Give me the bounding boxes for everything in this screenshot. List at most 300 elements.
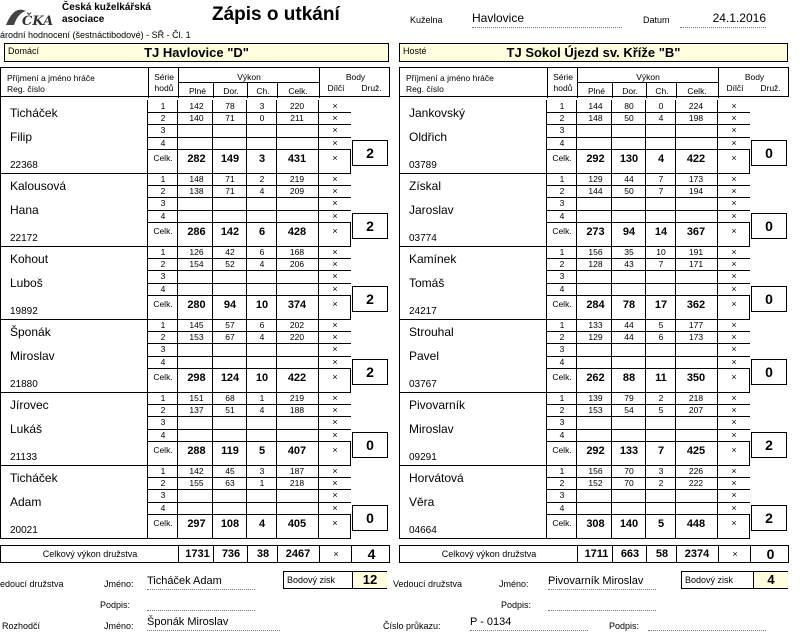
player-points: 0 [352, 505, 388, 531]
total-value: 362 [686, 298, 706, 311]
player-points: 2 [751, 432, 787, 458]
total-value: 4 [258, 517, 266, 530]
player-points: 2 [352, 213, 388, 239]
serie-number: 3 [559, 198, 565, 209]
x-mark: × [332, 344, 338, 355]
serie-number: 2 [160, 113, 166, 124]
ch-value: 7 [658, 259, 664, 270]
x-mark: × [731, 490, 737, 501]
name-header: Příjmení a jméno hráče [7, 73, 95, 83]
away-tag: Hosté [403, 46, 427, 56]
x-mark: × [332, 174, 338, 184]
dilci-header: Dílčí [726, 83, 744, 93]
celk-value: 194 [688, 186, 704, 197]
celk-label: Celk. [552, 225, 572, 236]
page-title: Zápis o utkání [212, 4, 340, 25]
serie-number: 4 [559, 210, 565, 221]
player-reg-number: 22368 [10, 160, 38, 171]
player-reg-number: 21133 [10, 452, 38, 463]
x-mark: × [332, 356, 338, 367]
venue-label: Kuželna [410, 15, 443, 25]
plne-value: 142 [189, 101, 204, 111]
ch-value: 4 [259, 186, 265, 197]
serie-number: 2 [160, 405, 166, 416]
serie-number: 3 [160, 125, 166, 136]
serie-number: 2 [160, 186, 166, 197]
away-team-bar [399, 43, 788, 62]
total-value: 94 [223, 298, 237, 311]
team-points: 0 [766, 546, 775, 562]
total-value: 284 [586, 298, 605, 311]
celk-label: Celk. [153, 371, 173, 382]
celk-value: 218 [289, 478, 305, 489]
x-mark: × [731, 186, 737, 197]
team-total-value: 2467 [285, 548, 311, 560]
plne-value: 145 [189, 320, 204, 330]
ch-value: 2 [259, 174, 265, 184]
plne-value: 153 [588, 405, 603, 416]
x-mark: × [332, 113, 338, 124]
total-value: 10 [255, 298, 269, 311]
ch-value: 3 [259, 466, 265, 476]
dor-value: 44 [624, 174, 634, 184]
celk-label: Celk. [552, 152, 572, 163]
serie-number: 4 [160, 283, 166, 294]
total-value: 431 [287, 152, 307, 165]
ch-value: 1 [259, 393, 265, 403]
plne-value: 138 [189, 186, 204, 197]
home-points-gain: Bodový zisk 12 [283, 571, 387, 589]
total-value: 428 [287, 225, 307, 238]
player-firstname: Luboš [10, 276, 43, 290]
home-points-gain-value: 12 [352, 572, 387, 588]
serie-number: 2 [559, 405, 565, 416]
dor-value: 44 [624, 332, 634, 343]
ch-value: 5 [658, 320, 664, 330]
x-mark: × [731, 320, 737, 330]
celk-value: 173 [688, 174, 704, 184]
total-value: 133 [619, 444, 639, 457]
player-reg-number: 03789 [409, 160, 437, 171]
serie-number: 2 [559, 113, 565, 124]
total-value: 124 [220, 371, 240, 384]
referee-name-label: Jméno: [104, 621, 134, 631]
player-points: 2 [352, 140, 388, 166]
celk-label: Celk. [153, 298, 173, 309]
total-value: 108 [220, 517, 240, 530]
ch-value: 10 [656, 247, 666, 257]
x-mark: × [731, 444, 737, 455]
home-panel [0, 67, 390, 562]
dor-value: 70 [624, 478, 634, 489]
serie-header: Série [154, 72, 174, 82]
serie-number: 3 [160, 490, 166, 501]
celk-label: Celk. [153, 225, 173, 236]
ch-value: 6 [658, 332, 664, 343]
ch-value: 6 [259, 247, 265, 257]
ch-value: 6 [259, 320, 265, 330]
x-mark: × [731, 371, 737, 382]
dor-value: 45 [225, 466, 235, 476]
dor-value: 52 [225, 259, 235, 270]
player-firstname: Věra [409, 495, 435, 509]
x-mark: × [731, 393, 737, 403]
ch-value: 0 [259, 113, 265, 124]
ch-value: 4 [259, 405, 265, 416]
total-value: 5 [657, 517, 665, 530]
player-points: 2 [352, 359, 388, 385]
player-firstname: Miroslav [409, 422, 454, 436]
away-leader-name: Pivovarník Miroslav [548, 575, 656, 590]
date-label: Datum [643, 15, 670, 25]
team-total-row [0, 545, 390, 563]
celk-value: 202 [289, 320, 305, 330]
serie-number: 2 [160, 259, 166, 270]
serie-number: 4 [160, 502, 166, 513]
home-team-bar [4, 43, 389, 62]
serie-number: 2 [559, 259, 565, 270]
x-mark: × [332, 320, 338, 330]
plne-value: 144 [588, 101, 603, 111]
celk-value: 219 [289, 174, 305, 184]
x-mark: × [332, 225, 338, 236]
x-mark: × [332, 247, 338, 257]
serie-number: 4 [559, 137, 565, 148]
x-mark: × [731, 405, 737, 416]
x-mark: × [731, 101, 737, 111]
player-firstname: Jaroslav [409, 203, 454, 217]
serie-number: 3 [559, 490, 565, 501]
serie-number: 1 [559, 466, 565, 476]
celk-value: 219 [289, 393, 305, 403]
away-panel [399, 67, 789, 562]
total-value: 140 [619, 517, 639, 530]
player-surname: Ticháček [10, 106, 58, 120]
player-firstname: Miroslav [10, 349, 55, 363]
referee-label: Rozhodčí [2, 621, 41, 631]
celk-value: 220 [289, 332, 305, 343]
away-signature-line [548, 596, 656, 611]
total-value: 308 [586, 517, 605, 530]
celk-value: 168 [289, 247, 305, 257]
total-value: 282 [187, 152, 206, 165]
plne-value: 148 [189, 174, 204, 184]
x-mark: × [332, 478, 338, 489]
player-reg-number: 03767 [409, 379, 437, 390]
venue-value: Havlovice [472, 11, 622, 28]
away-sign-label: Podpis: [501, 600, 532, 610]
x-mark: × [332, 517, 338, 528]
druz-header: Druž. [760, 83, 781, 93]
vykon-header: Výkon [237, 72, 261, 82]
x-mark: × [731, 113, 737, 124]
serie-number: 4 [160, 137, 166, 148]
x-mark: × [332, 271, 338, 282]
ch-value: 4 [658, 113, 664, 124]
x-mark: × [332, 393, 338, 403]
ch-value: 4 [259, 332, 265, 343]
plne-value: 128 [588, 259, 603, 270]
x-mark: × [332, 371, 338, 382]
referee-signature-line [648, 616, 766, 631]
x-mark: × [731, 417, 737, 428]
plne-value: 126 [189, 247, 204, 257]
plne-value: 156 [588, 466, 603, 476]
serie-number: 1 [160, 320, 166, 330]
plne-value: 156 [588, 247, 603, 257]
serie-number: 2 [559, 332, 565, 343]
team-total-label: Celkový výkon družstva [441, 549, 537, 559]
away-team-name: TJ Sokol Újezd sv. Kříže "B" [506, 45, 681, 60]
x-mark: × [332, 429, 338, 440]
player-points: 0 [751, 359, 787, 385]
x-mark: × [332, 298, 338, 309]
cka-logo [4, 3, 58, 29]
x-mark: × [332, 210, 338, 221]
celk-value: 206 [289, 259, 305, 270]
serie-number: 1 [160, 466, 166, 476]
ch-value: 3 [658, 466, 664, 476]
celk-value: 226 [688, 466, 704, 476]
card-label: Číslo průkazu: [383, 621, 441, 631]
plne-value: 151 [189, 393, 204, 403]
serie-number: 1 [559, 101, 565, 111]
total-value: 374 [287, 298, 307, 311]
dor-value: 68 [225, 393, 235, 403]
team-total-row [399, 545, 789, 563]
home-leader-name: Ticháček Adam [147, 575, 255, 590]
dilci-header: Dílčí [327, 83, 345, 93]
home-sign-label: Podpis: [100, 600, 131, 610]
x-mark: × [332, 332, 338, 343]
serie-number: 4 [160, 429, 166, 440]
player-surname: Získal [409, 179, 442, 193]
player-surname: Horvátová [409, 471, 464, 485]
serie-number: 1 [559, 393, 565, 403]
total-value: 149 [220, 152, 240, 165]
celk-value: 222 [688, 478, 704, 489]
player-surname: Kohout [10, 252, 49, 266]
dor-value: 43 [624, 259, 634, 270]
player-surname: Strouhal [409, 325, 454, 339]
x-mark: × [332, 502, 338, 513]
x-mark: × [731, 478, 737, 489]
dor-value: 50 [624, 186, 634, 197]
player-firstname: Tomáš [409, 276, 445, 290]
player-surname: Ticháček [10, 471, 58, 485]
ch-value: 4 [259, 259, 265, 270]
celk-value: 211 [290, 113, 304, 124]
ch-header: Ch. [655, 86, 669, 96]
x-mark: × [731, 356, 737, 367]
x-mark: × [731, 517, 737, 528]
ch-value: 1 [259, 478, 265, 489]
home-leader-name-label: Jméno: [104, 579, 134, 589]
total-value: 14 [654, 225, 668, 238]
total-value: 78 [622, 298, 636, 311]
column-header [399, 67, 789, 97]
serie-number: 2 [160, 478, 166, 489]
date-value: 24.1.2016 [680, 11, 766, 28]
away-leader-label: Vedoucí družstva [393, 579, 463, 589]
serie-number: 3 [160, 271, 166, 282]
reg-header: Reg. číslo [406, 84, 444, 94]
x-mark: × [333, 549, 339, 559]
card-number: P - 0134 [470, 616, 588, 631]
total-value: 142 [220, 225, 240, 238]
x-mark: × [731, 152, 737, 163]
celk-label: Celk. [153, 517, 173, 528]
home-leader-label: edoucí družstva [0, 579, 64, 589]
player-reg-number: 20021 [10, 525, 38, 536]
x-mark: × [332, 466, 338, 476]
ch-value: 3 [259, 101, 265, 111]
serie-number: 3 [559, 417, 565, 428]
serie-number: 1 [160, 174, 166, 184]
serie-number: 1 [160, 247, 166, 257]
x-mark: × [332, 405, 338, 416]
ch-value: 7 [658, 186, 664, 197]
player-firstname: Oldřich [409, 130, 448, 144]
serie-number: 4 [160, 210, 166, 221]
serie-number: 4 [559, 502, 565, 513]
player-surname: Kalousová [10, 179, 67, 193]
plne-value: 129 [588, 174, 603, 184]
dor-value: 35 [624, 247, 634, 257]
celk-value: 220 [289, 101, 305, 111]
plne-value: 154 [189, 259, 204, 270]
player-firstname: Adam [10, 495, 42, 509]
plne-value: 144 [588, 186, 603, 197]
x-mark: × [332, 417, 338, 428]
total-value: 5 [258, 444, 266, 457]
x-mark: × [731, 466, 737, 476]
team-total-value: 2374 [684, 548, 710, 560]
dor-value: 71 [225, 174, 235, 184]
x-mark: × [332, 490, 338, 501]
serie-number: 4 [559, 356, 565, 367]
celk-label: Celk. [153, 444, 173, 455]
player-surname: Jankovský [409, 106, 466, 120]
total-value: 350 [686, 371, 706, 384]
serie-number: 3 [559, 344, 565, 355]
away-leader-name-label: Jméno: [499, 579, 529, 589]
player-reg-number: 09291 [409, 452, 437, 463]
player-points: 0 [751, 286, 787, 312]
team-total-value: 58 [655, 548, 669, 560]
dor-value: 50 [624, 113, 634, 124]
serie-number: 4 [559, 283, 565, 294]
total-value: 448 [686, 517, 706, 530]
team-total-value: 736 [221, 548, 241, 560]
name-header: Příjmení a jméno hráče [406, 73, 494, 83]
dor-value: 70 [624, 466, 634, 476]
referee-sign-label: Podpis: [609, 621, 640, 631]
ch-value: 2 [658, 478, 664, 489]
total-value: 94 [622, 225, 636, 238]
celk-value: 207 [688, 405, 704, 416]
player-reg-number: 21880 [10, 379, 38, 390]
x-mark: × [731, 125, 737, 136]
dor-header: Dor. [622, 86, 638, 96]
x-mark: × [731, 298, 737, 309]
celk-label: Celk. [552, 371, 572, 382]
plne-value: 139 [588, 393, 603, 403]
player-points: 0 [751, 140, 787, 166]
dor-value: 78 [225, 101, 235, 111]
celk-label: Celk. [552, 517, 572, 528]
plne-value: 140 [189, 113, 204, 124]
total-value: 10 [255, 371, 269, 384]
druz-header: Druž. [361, 83, 382, 93]
x-mark: × [731, 502, 737, 513]
serie-number: 1 [559, 247, 565, 257]
plne-header: Plné [587, 86, 605, 96]
serie-number: 3 [559, 125, 565, 136]
x-mark: × [731, 344, 737, 355]
association-name: Česká kuželkářská asociace [62, 2, 151, 25]
x-mark: × [332, 101, 338, 111]
serie-number: 2 [160, 332, 166, 343]
total-value: 273 [586, 225, 605, 238]
serie-number: 1 [559, 320, 565, 330]
dor-value: 57 [225, 320, 235, 330]
home-team-name: TJ Havlovice "D" [144, 45, 249, 60]
player-firstname: Pavel [409, 349, 440, 363]
dor-value: 80 [624, 101, 634, 111]
dor-value: 54 [624, 405, 634, 416]
x-mark: × [731, 259, 737, 270]
player-reg-number: 03774 [409, 233, 437, 244]
team-total-value: 38 [256, 548, 270, 560]
player-reg-number: 04664 [409, 525, 437, 536]
total-value: 262 [586, 371, 605, 384]
plne-value: 148 [588, 113, 603, 124]
celk-value: 173 [688, 332, 704, 343]
x-mark: × [332, 137, 338, 148]
team-total-value: 1711 [584, 548, 609, 560]
celk-header: Celk. [288, 86, 308, 96]
x-mark: × [731, 174, 737, 184]
x-mark: × [332, 186, 338, 197]
player-surname: Šponák [10, 325, 51, 339]
home-tag: Domácí [8, 46, 40, 56]
serie-number: 4 [559, 429, 565, 440]
x-mark: × [332, 125, 338, 136]
serie-header-2: hodů [553, 83, 573, 93]
column-header [0, 67, 390, 97]
serie-number: 3 [160, 344, 166, 355]
away-points-gain-value: 4 [753, 572, 788, 588]
x-mark: × [731, 271, 737, 282]
dor-value: 51 [225, 405, 235, 416]
dor-value: 71 [225, 186, 235, 197]
dor-value: 71 [225, 113, 235, 124]
total-value: 88 [622, 371, 636, 384]
celk-value: 224 [688, 101, 704, 111]
x-mark: × [332, 198, 338, 209]
total-value: 119 [221, 444, 239, 457]
celk-value: 188 [289, 405, 305, 416]
x-mark: × [732, 549, 738, 559]
player-points: 2 [751, 505, 787, 531]
serie-header: Série [553, 72, 573, 82]
x-mark: × [731, 247, 737, 257]
ch-value: 7 [658, 174, 664, 184]
player-surname: Jírovec [10, 398, 49, 412]
x-mark: × [731, 332, 737, 343]
celk-value: 198 [688, 113, 704, 124]
